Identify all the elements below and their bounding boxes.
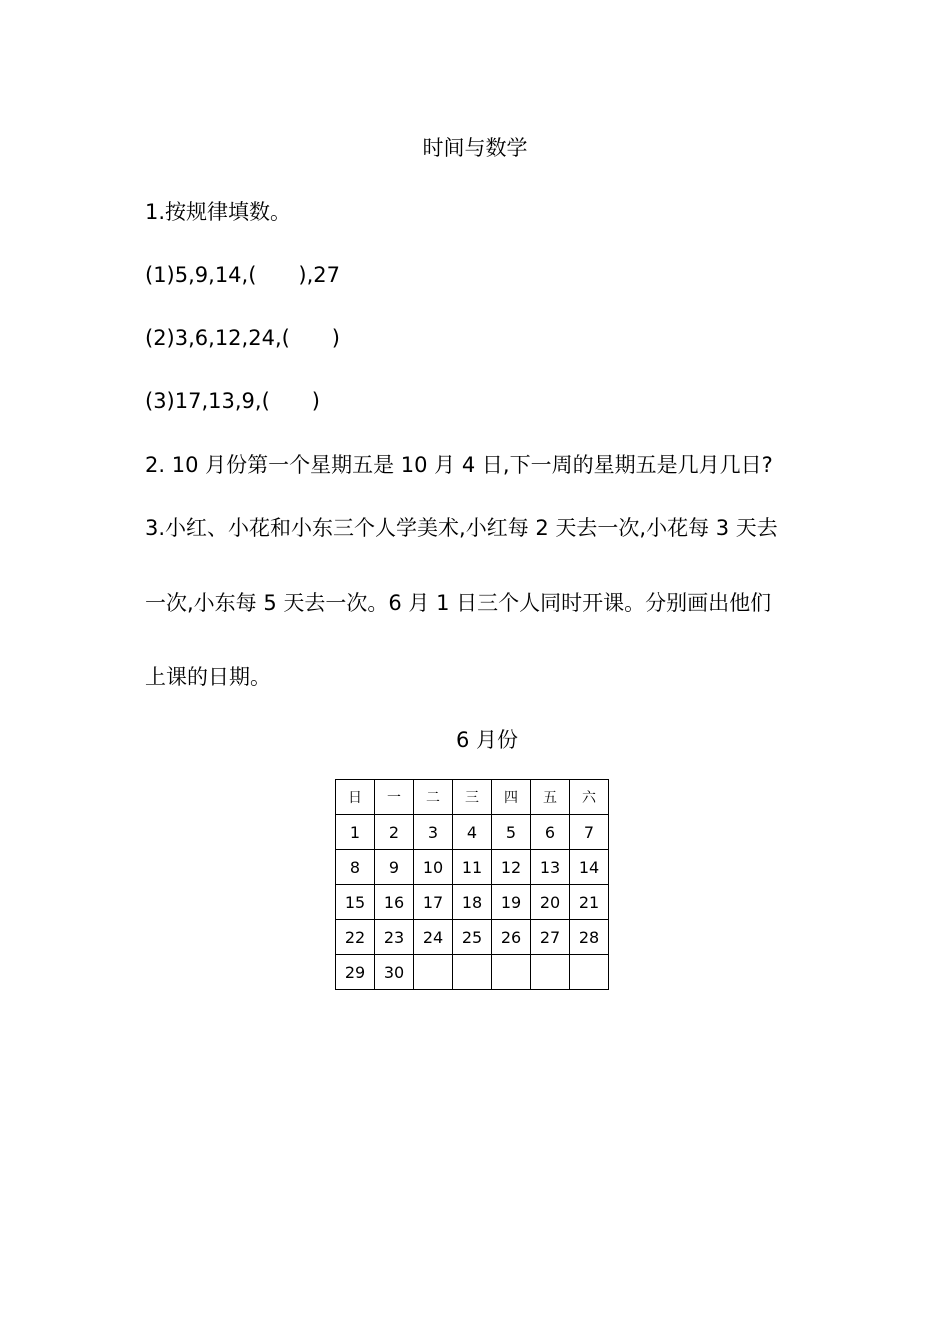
weekday-header: 二 bbox=[414, 780, 453, 815]
weekday-header: 日 bbox=[336, 780, 375, 815]
question-3-line-1: 3.小红、小花和小东三个人学美术,小红每 2 天去一次,小花每 3 天去 bbox=[145, 516, 778, 540]
calendar-day-cell: 26 bbox=[492, 920, 531, 955]
question-1-heading: 1.按规律填数。 bbox=[145, 200, 292, 224]
weekday-header: 五 bbox=[531, 780, 570, 815]
calendar-week-row bbox=[336, 850, 609, 885]
calendar-week-row bbox=[336, 955, 609, 990]
calendar-day-cell: 16 bbox=[375, 885, 414, 920]
weekday-header: 一 bbox=[375, 780, 414, 815]
calendar-day-cell bbox=[414, 955, 453, 990]
calendar-day-cell: 5 bbox=[492, 815, 531, 850]
calendar-day-cell: 1 bbox=[336, 815, 375, 850]
question-1-item-3: (3)17,13,9,( ) bbox=[145, 389, 320, 413]
calendar-day-cell: 19 bbox=[492, 885, 531, 920]
calendar-day-cell: 30 bbox=[375, 955, 414, 990]
calendar-weekday-row bbox=[336, 780, 609, 815]
calendar-day-cell: 21 bbox=[570, 885, 609, 920]
calendar-day-cell: 10 bbox=[414, 850, 453, 885]
calendar-day-cell: 24 bbox=[414, 920, 453, 955]
calendar-day-cell: 9 bbox=[375, 850, 414, 885]
calendar-week-row bbox=[336, 815, 609, 850]
calendar-day-cell: 27 bbox=[531, 920, 570, 955]
question-1-item-1: (1)5,9,14,( ),27 bbox=[145, 263, 340, 287]
calendar-day-cell: 12 bbox=[492, 850, 531, 885]
question-2-text: 2. 10 月份第一个星期五是 10 月 4 日,下一周的星期五是几月几日? bbox=[145, 453, 773, 477]
calendar-day-cell: 20 bbox=[531, 885, 570, 920]
calendar-day-cell: 18 bbox=[453, 885, 492, 920]
calendar-day-cell: 28 bbox=[570, 920, 609, 955]
page-title: 时间与数学 bbox=[422, 136, 528, 160]
calendar-day-cell: 6 bbox=[531, 815, 570, 850]
weekday-header: 四 bbox=[492, 780, 531, 815]
question-3-line-3: 上课的日期。 bbox=[145, 665, 271, 689]
calendar-day-cell: 25 bbox=[453, 920, 492, 955]
calendar-day-cell: 2 bbox=[375, 815, 414, 850]
calendar-day-cell: 17 bbox=[414, 885, 453, 920]
calendar-week-row bbox=[336, 885, 609, 920]
calendar-day-cell bbox=[453, 955, 492, 990]
calendar-day-cell: 3 bbox=[414, 815, 453, 850]
calendar-day-cell: 15 bbox=[336, 885, 375, 920]
question-3-line-2: 一次,小东每 5 天去一次。6 月 1 日三个人同时开课。分别画出他们 bbox=[145, 591, 772, 615]
calendar-day-cell: 11 bbox=[453, 850, 492, 885]
calendar-week-row bbox=[336, 920, 609, 955]
calendar-day-cell: 23 bbox=[375, 920, 414, 955]
weekday-header: 六 bbox=[570, 780, 609, 815]
weekday-header: 三 bbox=[453, 780, 492, 815]
calendar-day-cell: 14 bbox=[570, 850, 609, 885]
calendar-day-cell: 7 bbox=[570, 815, 609, 850]
calendar-day-cell: 29 bbox=[336, 955, 375, 990]
calendar-day-cell: 22 bbox=[336, 920, 375, 955]
calendar-day-cell bbox=[492, 955, 531, 990]
calendar-title: 6 月份 bbox=[455, 728, 519, 752]
calendar-day-cell: 4 bbox=[453, 815, 492, 850]
calendar-day-cell: 13 bbox=[531, 850, 570, 885]
calendar-day-cell bbox=[570, 955, 609, 990]
june-calendar bbox=[335, 779, 609, 990]
calendar-day-cell: 8 bbox=[336, 850, 375, 885]
question-1-item-2: (2)3,6,12,24,( ) bbox=[145, 326, 340, 350]
calendar-day-cell bbox=[531, 955, 570, 990]
